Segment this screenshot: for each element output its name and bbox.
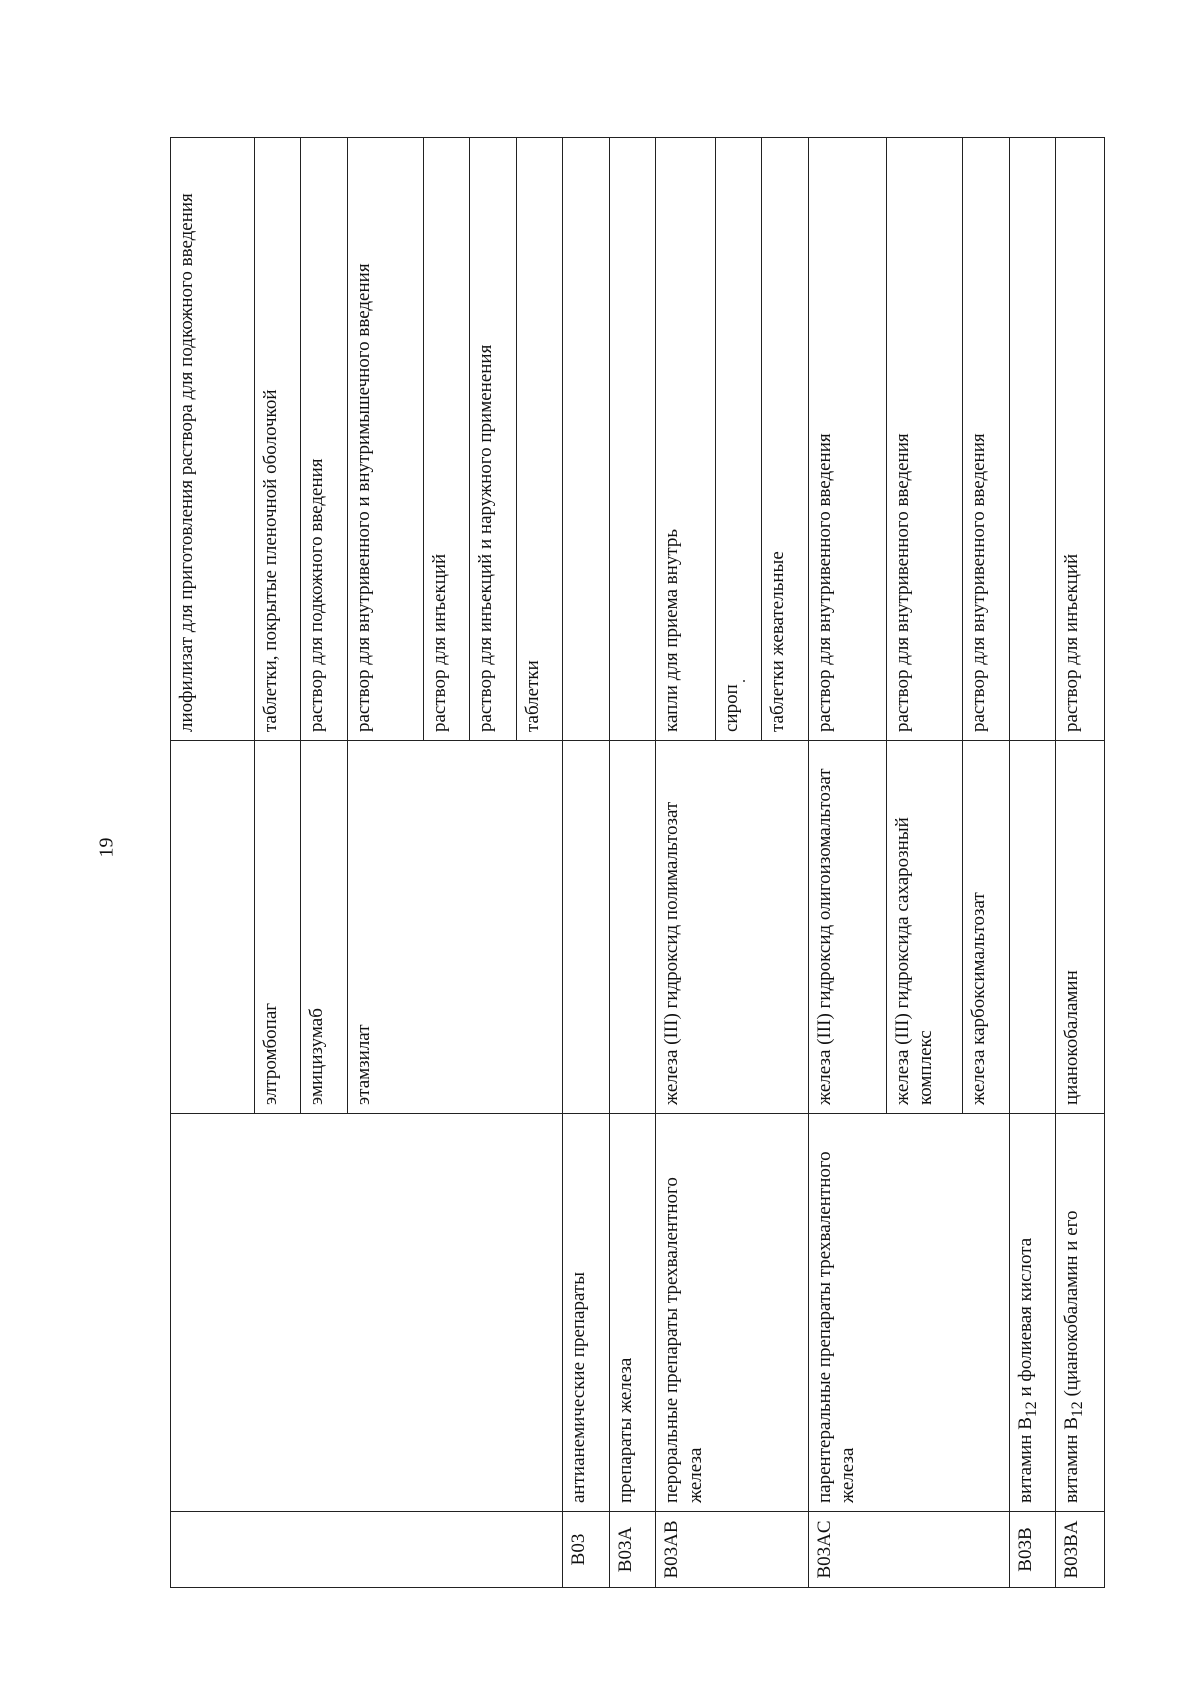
group-subscript: 12	[1022, 1401, 1040, 1418]
table-row	[1009, 138, 1056, 1588]
name-cell: железа карбоксимальтозат	[963, 741, 1010, 1114]
form-cell: раствор для инъекций	[423, 138, 470, 741]
drug-classification-table	[170, 137, 1105, 1588]
code-cell: B03AC	[808, 1512, 1009, 1588]
group-cell: парентеральные препараты трехвалентного железа	[808, 1114, 1009, 1512]
code-cell	[171, 1512, 563, 1588]
group-cell	[171, 1114, 563, 1512]
form-cell: раствор для инъекций и наружного применения	[470, 138, 517, 741]
name-cell: цианокобаламин	[1056, 741, 1105, 1114]
rotated-table-frame	[170, 138, 1105, 1588]
name-cell	[171, 741, 255, 1114]
form-cell: раствор для внутривенного и внутримышечного введения	[347, 138, 423, 741]
code-cell: B03B	[1009, 1512, 1056, 1588]
form-cell: раствор для внутривенного введения	[887, 138, 963, 741]
code-cell: B03BA	[1056, 1512, 1105, 1588]
code-cell: B03AB	[656, 1512, 808, 1588]
table-row	[808, 138, 886, 1588]
form-cell	[1009, 138, 1056, 741]
name-cell: железа (III) гидроксида сахарозный комплекс	[887, 741, 963, 1114]
page-number: 19	[95, 837, 118, 858]
name-cell: элтромбопаг	[254, 741, 301, 1114]
form-cell: сироп	[715, 138, 762, 741]
form-cell: таблетки, покрытые пленочной оболочкой	[254, 138, 301, 741]
form-cell: лиофилизат для приготовления раствора для подкожного введения	[171, 138, 255, 741]
table-row	[1056, 138, 1105, 1588]
name-cell: этамзилат	[347, 741, 563, 1114]
form-cell: раствор для внутривенного введения	[808, 138, 886, 741]
form-cell: раствор для подкожного введения	[301, 138, 348, 741]
name-cell: эмицизумаб	[301, 741, 348, 1114]
form-cell: раствор для внутривенного введения	[963, 138, 1010, 741]
name-cell	[563, 741, 610, 1114]
form-cell: таблетки жевательные	[762, 138, 809, 741]
table-row	[656, 138, 715, 1588]
group-suffix: и фолиевая кислота	[1014, 1237, 1036, 1402]
group-cell: пероральные препараты трехвалентного железа	[656, 1114, 808, 1512]
group-suffix: (цианокобаламин и его	[1061, 1210, 1083, 1402]
group-prefix: витамин B	[1014, 1417, 1036, 1503]
form-cell	[609, 138, 656, 741]
name-cell: железа (III) гидроксид полимальтозат	[656, 741, 808, 1114]
name-cell: железа (III) гидроксид олигоизомальтозат	[808, 741, 886, 1114]
table-row	[563, 138, 610, 1588]
code-cell: B03	[563, 1512, 610, 1588]
table-row	[171, 138, 255, 1588]
table-row	[609, 138, 656, 1588]
name-cell	[609, 741, 656, 1114]
group-cell: препараты железа	[609, 1114, 656, 1512]
name-cell	[1009, 741, 1056, 1114]
group-cell: антианемические препараты	[563, 1114, 610, 1512]
group-prefix: витамин B	[1061, 1417, 1083, 1503]
form-cell: раствор для инъекций	[1056, 138, 1105, 741]
form-cell: капли для приема внутрь	[656, 138, 715, 741]
group-cell	[1009, 1114, 1056, 1512]
form-cell: таблетки	[516, 138, 563, 741]
group-subscript: 12	[1069, 1401, 1087, 1418]
form-cell	[563, 138, 610, 741]
group-cell	[1056, 1114, 1105, 1512]
code-cell: B03A	[609, 1512, 656, 1588]
